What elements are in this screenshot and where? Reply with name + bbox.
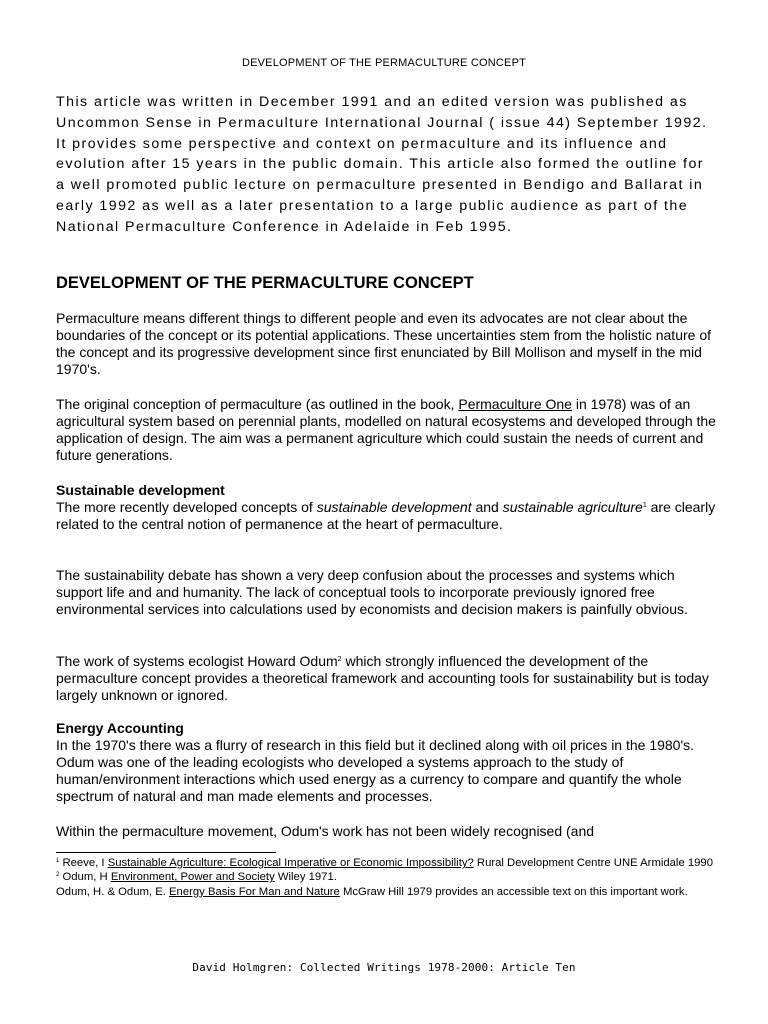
footnote-1 [56, 856, 721, 870]
term-sustainable-development: sustainable development [316, 499, 472, 515]
section-sustainable-development [56, 482, 721, 533]
book-title-permaculture-one: Permaculture One [458, 396, 572, 412]
paragraph-original-conception [56, 396, 721, 464]
footnotes [56, 856, 721, 899]
text-span: Wiley 1971. [274, 871, 337, 884]
text-span: and [471, 499, 503, 515]
paragraph-odum-work [56, 653, 721, 704]
footnote-mark-1: 1 [56, 858, 60, 864]
text-span: Odum, H [59, 871, 111, 884]
footnote-mark-2: 2 [56, 872, 60, 879]
footnote-2 [56, 870, 721, 884]
citation-title: Environment, Power and Society [110, 871, 275, 884]
article-heading: DEVELOPMENT OF THE PERMACULTURE CONCEPT [56, 274, 474, 292]
footnote-ref-1: 1 [642, 502, 647, 509]
running-footer: David Holmgren: Collected Writings 1978-2000: Article Ten [192, 961, 576, 974]
text-span: in 1978) was of an agricultural system based on perennial plants, modelled on natural ecosystems and developed through the application of design. The aim was a permanent agriculture which could sustain the needs of current and future generations. [56, 396, 716, 463]
term-sustainable-agriculture: sustainable agriculture [502, 499, 643, 515]
text-span: Reeve, I [59, 857, 108, 869]
text-span: which strongly influenced the development of the permaculture concept provides a theoretical framework and accounting tools for sustainability but is today largely unknown or ignored. [56, 653, 709, 703]
paragraph-definition: Permaculture means different things to different people and even its advocates are not clear about the boundaries of the concept or its potential applications. These uncertainties stem from the holistic nature of the concept and its progressive development since first enunciated by Bill Mollison and myself in the mid 1970's. [56, 310, 711, 377]
footnote-ref-2: 2 [337, 656, 342, 663]
running-header: DEVELOPMENT OF THE PERMACULTURE CONCEPT [241, 57, 527, 69]
footnote-divider [56, 852, 276, 853]
text-span: Odum, H. & Odum, E. [56, 885, 170, 898]
text-span: In the 1970's there was a flurry of research in this field but it declined along with oil prices in the 1980's. Odum was one of the leading ecologists who developed a systems approach to the study of human/environment interactions which used energy as a currency to compare and quantify the whole spectrum of natural and man made elements and processes. [56, 737, 695, 804]
paragraph-permaculture-movement: Within the permaculture movement, Odum's work has not been widely recognised (and [56, 823, 595, 839]
citation-title: Sustainable Agriculture: Ecological Imperative or Economic Impossibility? [107, 857, 474, 869]
text-span: Rural Development Centre UNE Armidale 1990 [473, 857, 713, 869]
citation-title: Energy Basis For Man and Nature [169, 885, 340, 898]
section-energy-accounting [56, 720, 721, 805]
paragraph-sustainability-debate: The sustainability debate has shown a very deep confusion about the processes and systems which support life and and humanity. The lack of conceptual tools to incorporate previously ignored free environmental services into calculations used by economists and decision makers is painfully obvious. [56, 567, 688, 617]
text-span: The original conception of permaculture (as outlined in the book, [56, 396, 459, 412]
text-span: The more recently developed concepts of [56, 499, 317, 515]
footnote-2-continued [56, 885, 721, 899]
intro-paragraph: This article was written in December 1991 and an edited version was published as Uncommon Sense in Permaculture International Journal ( issue 44) September 1992. It provides some perspective and context on permaculture and its influence and evolution after 15 years in the public domain. This article also formed the outline for a well promoted public lecture on permaculture presented in Bendigo and Ballarat in early 1992 as well as a later presentation to a large public audience as part of the National Permaculture Conference in Adelaide in Feb 1995. [56, 94, 708, 235]
subheading-sustainable-development: Sustainable development [56, 482, 225, 498]
text-span: are clearly related to the central notion of permanence at the heart of permaculture. [56, 499, 716, 532]
text-span: The work of systems ecologist Howard Odum [56, 653, 338, 669]
text-span: McGraw Hill 1979 provides an accessible text on this important work. [339, 885, 688, 898]
subheading-energy-accounting: Energy Accounting [56, 720, 184, 736]
